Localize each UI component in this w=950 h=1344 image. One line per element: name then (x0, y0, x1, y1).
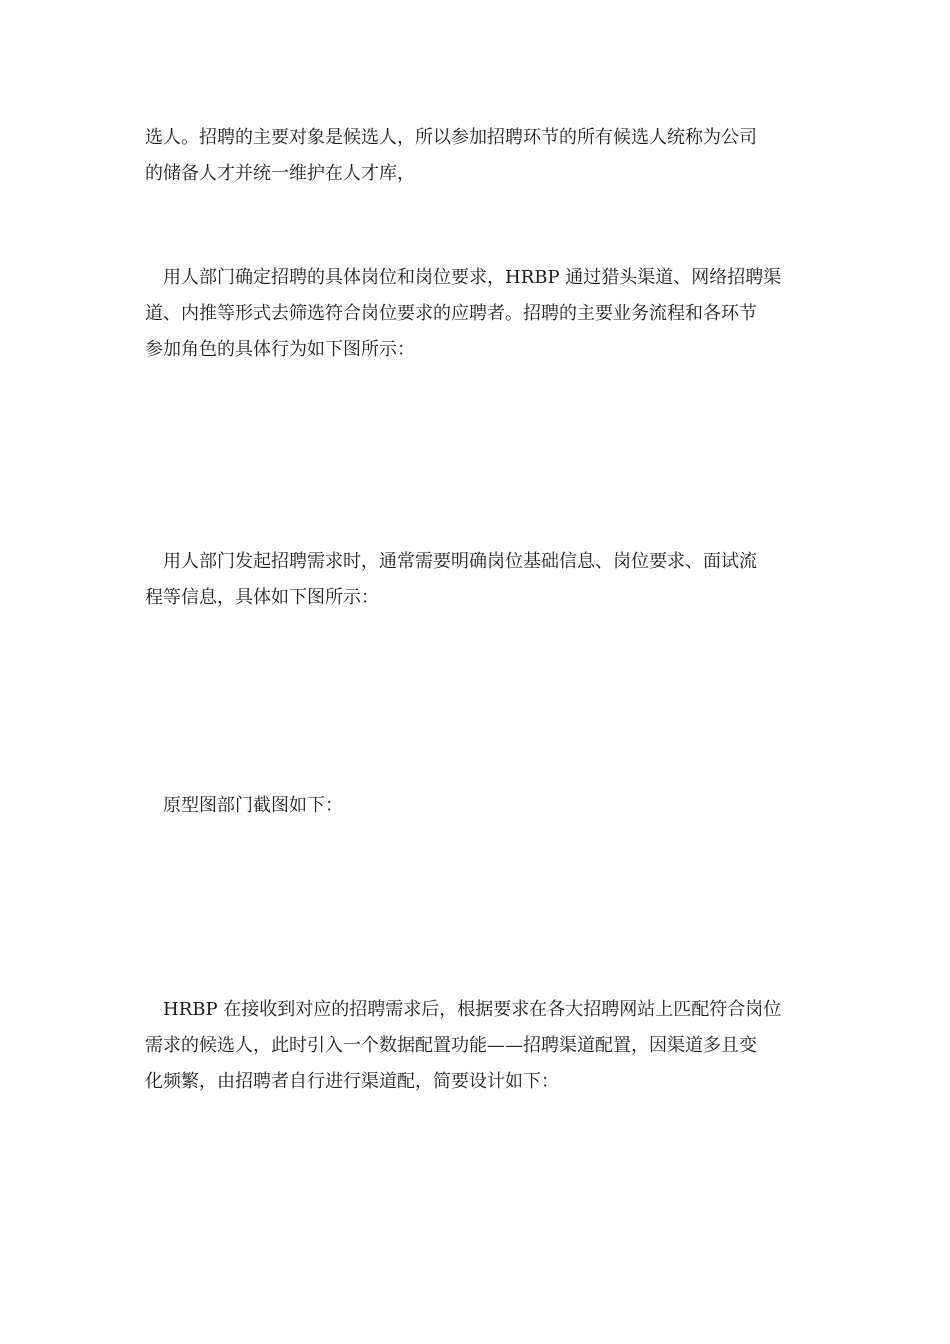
paragraph-line: 道、内推等形式去筛选符合岗位要求的应聘者。招聘的主要业务流程和各环节 (145, 303, 757, 324)
paragraph-line: 选人。招聘的主要对象是候选人，所以参加招聘环节的所有候选人统称为公司 (145, 127, 757, 148)
paragraph-line: 需求的候选人，此时引入一个数据配置功能——招聘渠道配置，因渠道多且变 (145, 1035, 757, 1056)
paragraph-candidates (145, 120, 805, 192)
paragraph-recruiting-request (145, 544, 805, 616)
paragraph-line: 参加角色的具体行为如下图所示： (145, 339, 415, 360)
paragraph-line: 原型图部门截图如下： (163, 795, 343, 816)
paragraph-line: 的储备人才并统一维护在人才库， (145, 163, 415, 184)
paragraph-line: 化频繁，由招聘者自行进行渠道配，简要设计如下： (145, 1071, 559, 1092)
paragraph-line: 用人部门确定招聘的具体岗位和岗位要求，HRBP 通过猎头渠道、网络招聘渠 (163, 267, 782, 288)
paragraph-line: 用人部门发起招聘需求时，通常需要明确岗位基础信息、岗位要求、面试流 (163, 551, 757, 572)
paragraph-prototype (145, 788, 805, 824)
paragraph-recruiting-process (145, 260, 805, 368)
paragraph-line: HRBP 在接收到对应的招聘需求后，根据要求在各大招聘网站上匹配符合岗位 (163, 999, 782, 1020)
paragraph-line: 程等信息，具体如下图所示： (145, 587, 379, 608)
paragraph-channel-config (145, 992, 805, 1100)
